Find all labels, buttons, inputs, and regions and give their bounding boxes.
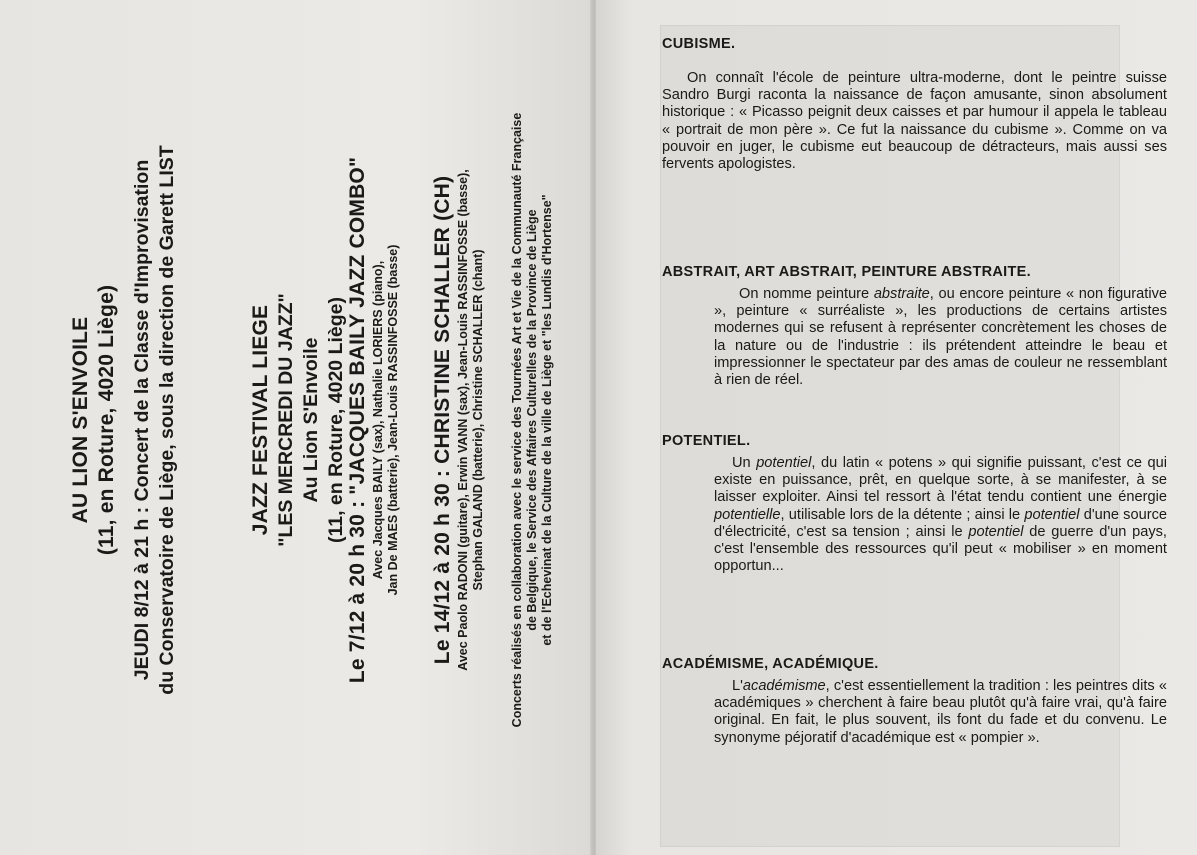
credits-line3: et de l'Echevinat de la Culture de la ville de Liège et "les Lundis d'Hortense" (540, 194, 554, 646)
baily-line2: Jan De MAES (batterie), Jean-Louis RASSINFOSSE (basse) (386, 244, 400, 596)
schaller-concert-block (430, 40, 486, 800)
credits-line2: de Belgique, le Service des Affaires Culturelles de la Province de Liège (525, 209, 539, 631)
festival-address: (11, en Roture, 4020 Liège) (325, 297, 347, 544)
article-abstrait (662, 264, 1167, 389)
jeudi-line1: JEUDI 8/12 à 21 h : Concert de la Classe d'Improvisation (131, 159, 153, 681)
venue-block (68, 40, 120, 800)
schaller-line1: Avec Paolo RADONI (guitare), Erwin VANN (sax), Jean-Louis RASSINFOSSE (basse), (456, 169, 470, 671)
baily-title: Le 7/12 à 20 h 30 : "JACQUES BAILY JAZZ COMBO" (346, 156, 369, 684)
heading-abstrait: ABSTRAIT, ART ABSTRAIT, PEINTURE ABSTRAITE. (662, 264, 1031, 280)
festival-block (248, 40, 349, 800)
festival-venue: Au Lion S'Envoile (300, 337, 322, 503)
concert-listing (20, 40, 580, 800)
jeudi-concert-block (130, 40, 180, 800)
potentiel-text: Un potentiel, du latin « potens » qui signifie puissant, c'est ce qui existe en puissance, prêt, en quelque sorte, à se manifester, à se laisser exploiter. Ainsi tel ressort à l'état tendu contient une énergie potentielle, utilisable lors de la détente ; ainsi le potentiel d'une source d'électricité, c'est sa tension ; ainsi le potentiel de guerre d'un pays, c'est l'ensemble des ressources qu'il peut « mobiliser » en moment opportun... (714, 455, 1167, 575)
jeudi-line2: du Conservatoire de Liège, sous la direction de Garett LIST (156, 145, 178, 695)
abstrait-text: On nomme peinture abstraite, ou encore peinture « non figurative », peinture « surréaliste », les productions de certains artistes modernes qui se refusent à représenter concrètement les choses de la nature ou de l'industrie : ils prétendent atteindre le beau et impressionner le spectateur par des amas de couleur ne ressemblant à rien de réel. (714, 286, 1167, 389)
article-academisme (662, 656, 1167, 747)
baily-line1: Avec Jacques BAILY (sax), Nathalie LORIERS (piano), (371, 260, 385, 580)
venue-address: (11, en Roture, 4020 Liège) (95, 284, 118, 556)
academisme-text: L'académisme, c'est essentiellement la tradition : les peintres dits « académiques » cherchent à faire beau plutôt qu'à faire vrai, qu'à faire original. En fait, le plus souvent, ils font du fade et du convenu. Le synonyme péjoratif d'académique est « pompier ». (714, 678, 1167, 746)
festival-subtitle: "LES MERCREDI DU JAZZ" (275, 293, 297, 547)
schaller-title: Le 14/12 à 20 h 30 : CHRISTINE SCHALLER (CH) (431, 175, 454, 665)
baily-concert-block (345, 40, 401, 800)
heading-cubisme: CUBISME. (662, 36, 736, 52)
venue-title: AU LION S'ENVOILE (69, 316, 92, 524)
credits-line1: Concerts réalisés en collaboration avec le service des Tournées Art et Vie de la Communauté Française (510, 112, 524, 728)
article-potentiel (662, 433, 1167, 575)
cubisme-text: On connaît l'école de peinture ultra-moderne, dont le peintre suisse Sandro Burgi raconta la naissance de façon amusante, sinon absolument historique : « Picasso peignit deux caisses et par humour il appela le tableau « portrait de mon père ». Ce fut la naissance du cubisme ». Comme on va pouvoir en juger, le cubisme eut beaucoup de détracteurs, mais aussi ses fervents apologistes. (662, 70, 1167, 173)
credits-block (510, 40, 555, 800)
festival-title: JAZZ FESTIVAL LIEGE (249, 304, 272, 536)
article-cubisme (662, 36, 1167, 173)
heading-potentiel: POTENTIEL. (662, 433, 751, 449)
schaller-line2: Stephan GALAND (batterie), Christine SCHALLER (chant) (471, 249, 485, 591)
heading-academisme: ACADÉMISME, ACADÉMIQUE. (662, 656, 879, 672)
